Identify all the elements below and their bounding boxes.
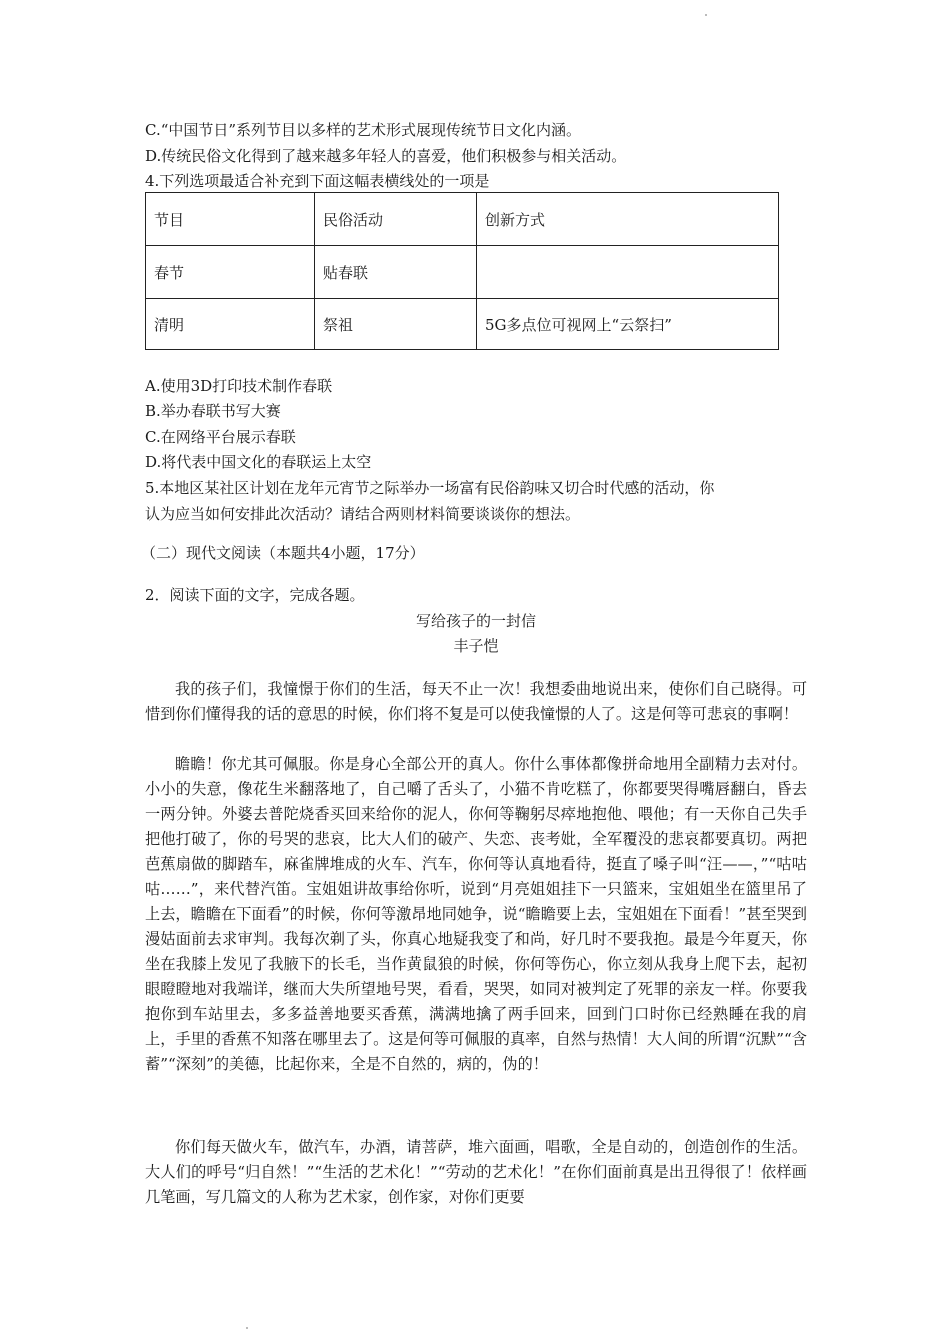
q4-option-c: C.在网络平台展示春联 bbox=[145, 428, 296, 446]
reading-instruction: 2．阅读下面的文字，完成各题。 bbox=[145, 586, 365, 604]
q3-option-c: C.“中国节日”系列节目以多样的艺术形式展现传统节日文化内涵。 bbox=[145, 121, 582, 139]
table-header-cell: 节目 bbox=[146, 193, 315, 246]
festival-table bbox=[145, 192, 779, 350]
table-row bbox=[146, 246, 779, 299]
table-cell-blank bbox=[477, 246, 779, 299]
paragraph-1: 我的孩子们，我憧憬于你们的生活，每天不止一次！我想委曲地说出来，使你们自己晓得。可惜到你们懂得我的话的意思的时候，你们将不复是可以使我憧憬的人了。这是何等可悲哀的事啊！ bbox=[145, 680, 807, 723]
scan-speck-bottom bbox=[246, 1327, 248, 1329]
article-author: 丰子恺 bbox=[453, 637, 499, 655]
table-cell: 贴春联 bbox=[315, 246, 477, 299]
q4-option-b: B.举办春联书写大赛 bbox=[145, 402, 281, 420]
table-header-cell: 创新方式 bbox=[477, 193, 779, 246]
scan-speck-top bbox=[705, 14, 707, 16]
paragraph-2: 瞻瞻！你尤其可佩服。你是身心全部公开的真人。你什么事体都像拼命地用全副精力去对付。小小的失意，像花生米翻落地了，自己嚼了舌头了，小猫不肯吃糕了，你都要哭得嘴唇翻白，昏去一两分钟。外婆去普陀烧香买回来给你的泥人，你何等鞠躬尽瘁地抱他、喂他；有一天你自己失手把他打破了，你的号哭的悲哀，比大人们的破产、失恋、丧考妣，全军覆没的悲哀都要真切。两把芭蕉扇做的脚踏车，麻雀牌堆成的火车、汽车，你何等认真地看待，挺直了嗓子叫“汪——，”“咕咕咕……”，来代替汽笛。宝姐姐讲故事给你听，说到“月亮姐姐挂下一只篮来，宝姐姐坐在篮里吊了上去，瞻瞻在下面看”的时候，你何等激昂地同她争，说“瞻瞻要上去，宝姐姐在下面看！”甚至哭到漫姑面前去求审判。我每次剃了头，你真心地疑我变了和尚，好几时不要我抱。最是今年夏天，你坐在我膝上发见了我腋下的长毛，当作黄鼠狼的时候，你何等伤心，你立刻从我身上爬下去，起初眼瞪瞪地对我端详，继而大失所望地号哭，看看，哭哭，如同对被判定了死罪的亲友一样。你要我抱你到车站里去，多多益善地要买香蕉，满满地擒了两手回来，回到门口时你已经熟睡在我的肩上，手里的香蕉不知落在哪里去了。这是何等可佩服的真率，自然与热情！大人间的所谓“沉默”“含蓄”“深刻”的美德，比起你来，全是不自然的，病的，伪的！ bbox=[145, 755, 807, 1073]
q4-option-d: D.将代表中国文化的春联运上太空 bbox=[145, 453, 372, 471]
table-header-cell: 民俗活动 bbox=[315, 193, 477, 246]
table-cell: 祭祖 bbox=[315, 299, 477, 350]
paragraph-3: 你们每天做火车，做汽车，办酒，请菩萨，堆六面画，唱歌，全是自动的，创造创作的生活。大人们的呼号“归自然！”“生活的艺术化！”“劳动的艺术化！”在你们面前真是出丑得很了！依样画几笔画，写几篇文的人称为艺术家，创作家，对你们更要 bbox=[145, 1138, 807, 1206]
table-header-row bbox=[146, 193, 779, 246]
table-cell: 5G多点位可视网上“云祭扫” bbox=[477, 299, 779, 350]
q3-option-d: D.传统民俗文化得到了越来越多年轻人的喜爱，他们积极参与相关活动。 bbox=[145, 147, 627, 165]
q5-line-2: 认为应当如何安排此次活动？请结合两则材料简要谈谈你的想法。 bbox=[145, 505, 581, 523]
q4-option-a: A.使用3D打印技术制作春联 bbox=[145, 377, 333, 395]
article-title: 写给孩子的一封信 bbox=[415, 612, 536, 630]
q5-line-1: 5.本地区某社区计划在龙年元宵节之际举办一场富有民俗韵味又切合时代感的活动，你 bbox=[145, 479, 715, 497]
section-heading: （二）现代文阅读（本题共4小题，17分） bbox=[141, 544, 425, 562]
table-cell: 春节 bbox=[146, 246, 315, 299]
table-cell: 清明 bbox=[146, 299, 315, 350]
table-row bbox=[146, 299, 779, 350]
q4-stem: 4.下列选项最适合补充到下面这幅表横线处的一项是 bbox=[145, 172, 490, 190]
